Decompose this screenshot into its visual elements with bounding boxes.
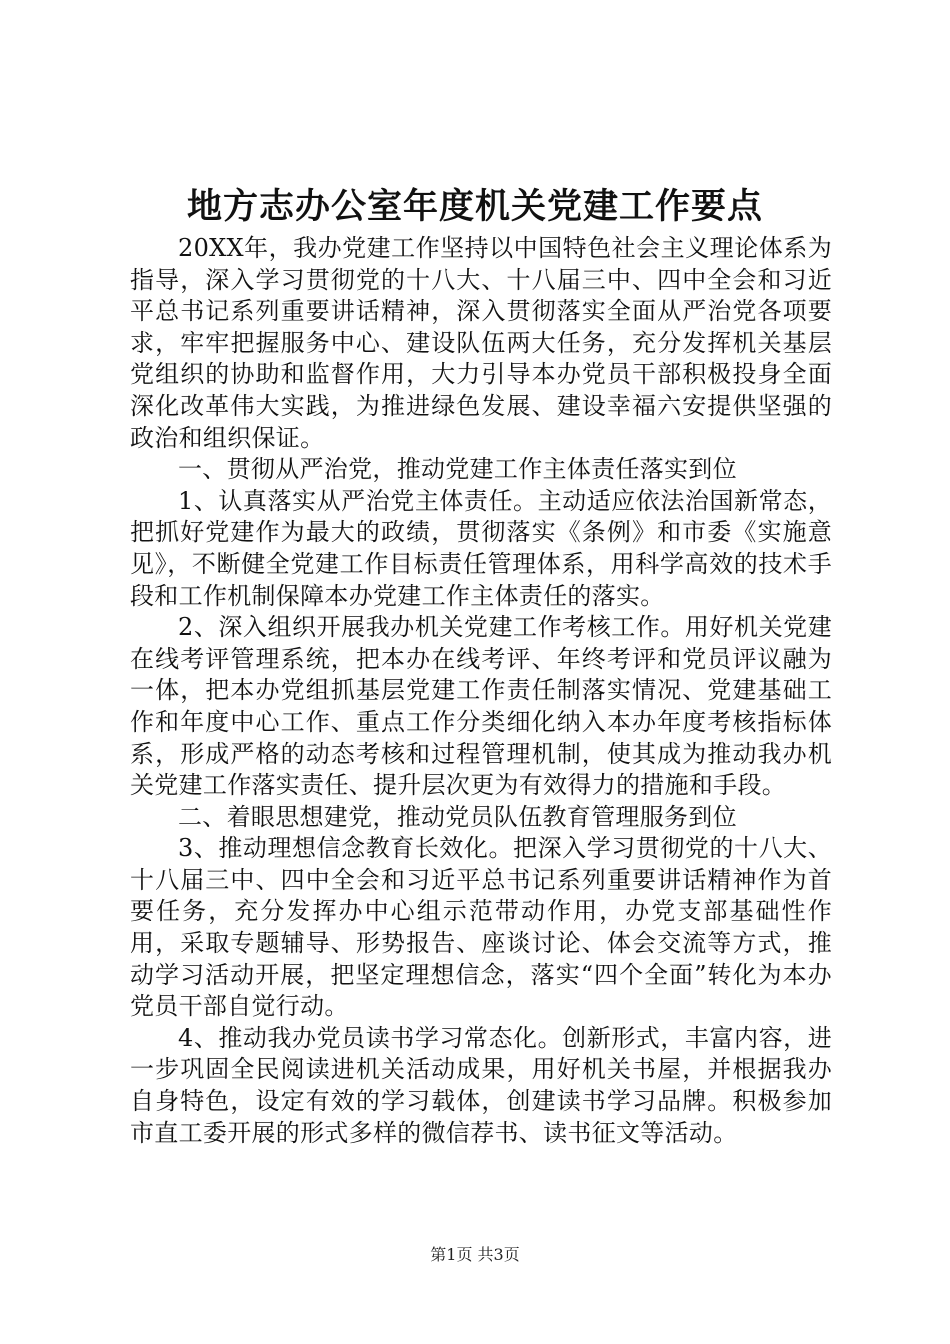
item-paragraph-1: 1、认真落实从严治党主体责任。主动适应依法治国新常态，把抓好党建作为最大的政绩，贯彻落实《条例》和市委《实施意见》，不断健全党建工作目标责任管理体系，用科学高效的技术手段和工作机制保障本办党建工作主体责任的落实。	[130, 486, 832, 610]
section-heading-2: 二、着眼思想建党，推动党员队伍教育管理服务到位	[178, 802, 737, 831]
page-footer: 第1页 共3页	[430, 1245, 520, 1264]
document-title: 地方志办公室年度机关党建工作要点	[186, 186, 763, 227]
item-paragraph-4: 4、推动我办党员读书学习常态化。创新形式，丰富内容，进一步巩固全民阅读进机关活动成果，用好机关书屋，并根据我办自身特色，设定有效的学习载体，创建读书学习品牌。积极参加市直工委开展的形式多样的微信荐书、读书征文等活动。	[130, 1023, 832, 1147]
section-heading-1: 一、贯彻从严治党，推动党建工作主体责任落实到位	[178, 455, 737, 484]
item-paragraph-2: 2、深入组织开展我办机关党建工作考核工作。用好机关党建在线考评管理系统，把本办在线考评、年终考评和党员评议融为一体，把本办党组抓基层党建工作责任制落实情况、党建基础工作和年度中心工作、重点工作分类细化纳入本办年度考核指标体系，形成严格的动态考核和过程管理机制，使其成为推动我办机关党建工作落实责任、提升层次更为有效得力的措施和手段。	[130, 613, 832, 800]
document-body	[130, 233, 832, 1149]
intro-paragraph: 20XX年，我办党建工作坚持以中国特色社会主义理论体系为指导，深入学习贯彻党的十八大、十八届三中、四中全会和习近平总书记系列重要讲话精神，深入贯彻落实全面从严治党各项要求，牢牢把握服务中心、建设队伍两大任务，充分发挥机关基层党组织的协助和监督作用，大力引导本办党员干部积极投身全面深化改革伟大实践，为推进绿色发展、建设幸福六安提供坚强的政治和组织保证。	[130, 234, 832, 452]
item-paragraph-3: 3、推动理想信念教育长效化。把深入学习贯彻党的十八大、十八届三中、四中全会和习近平总书记系列重要讲话精神作为首要任务，充分发挥办中心组示范带动作用，办党支部基础性作用，采取专题辅导、形势报告、座谈讨论、体会交流等方式，推动学习活动开展，把坚定理想信念，落实“四个全面”转化为本办党员干部自觉行动。	[130, 834, 832, 1021]
